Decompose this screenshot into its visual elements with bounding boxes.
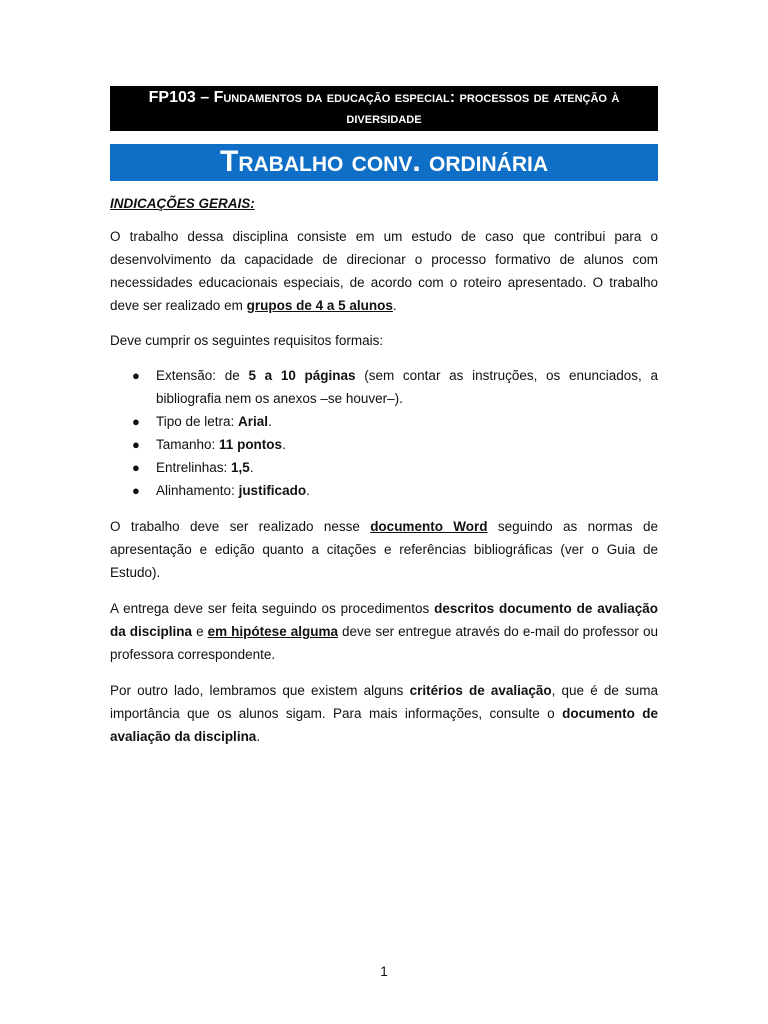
text-run: O trabalho deve ser realizado nesse	[110, 519, 371, 534]
text-run: O trabalho dessa disciplina consiste em um estudo de caso que contribui para o desenvolvimento da capacidade de direcionar o processo formativo de alunos com necessidades educacionais especiais, de acordo com o roteiro apresentado. O trabalho deve ser realizado em	[110, 229, 658, 313]
requirement-label: Tipo de letra:	[156, 414, 239, 429]
document-page	[110, 86, 658, 748]
bold-run: documento de avaliação da disciplina	[110, 706, 658, 744]
list-item	[132, 433, 658, 456]
text-run: .	[256, 729, 261, 744]
text-run: .	[392, 298, 397, 313]
word-document-emphasis: documento Word	[370, 519, 488, 534]
bold-run: critérios de avaliação	[409, 683, 552, 698]
section-heading: INDICAÇÕES GERAIS:	[110, 196, 255, 211]
text-run: A entrega deve ser feita seguindo os procedimentos	[110, 601, 435, 616]
list-item	[132, 456, 658, 479]
no-email-emphasis: em hipótese alguma	[207, 624, 338, 639]
paragraph-evaluation-criteria	[110, 679, 658, 748]
bullet-icon: ●	[132, 460, 140, 475]
requirement-label: Extensão: de	[156, 368, 249, 383]
paragraph-requirements-intro: Deve cumprir os seguintes requisitos formais:	[110, 333, 384, 348]
document-title: Trabalho conv. ordinária	[110, 144, 658, 181]
list-item	[132, 479, 658, 502]
requirement-label: Tamanho:	[156, 437, 220, 452]
requirement-value: Arial	[238, 414, 269, 429]
course-header: FP103 – Fundamentos da educação especial: processos de atenção à diversidade	[110, 86, 658, 131]
text-run: Por outro lado, lembramos que existem alguns	[110, 683, 410, 698]
requirement-suffix: .	[268, 414, 272, 429]
list-item	[132, 364, 658, 410]
text-run: e	[192, 624, 208, 639]
group-size-emphasis: grupos de 4 a 5 alunos	[246, 298, 393, 313]
paragraph-delivery	[110, 597, 658, 666]
requirement-suffix: .	[306, 483, 310, 498]
requirement-value: justificado	[238, 483, 307, 498]
paragraph-intro	[110, 225, 658, 317]
text-run: deve ser entregue através do e-mail do professor ou professora correspondente.	[110, 624, 658, 662]
requirement-value: 11 pontos	[219, 437, 283, 452]
list-item	[132, 410, 658, 433]
requirement-label: Alinhamento:	[156, 483, 239, 498]
bullet-icon: ●	[132, 414, 140, 429]
requirement-value: 1,5	[231, 460, 250, 475]
requirement-suffix: .	[249, 460, 254, 475]
requirement-label: Entrelinhas:	[156, 460, 232, 475]
requirements-list	[110, 364, 658, 502]
requirement-suffix: .	[282, 437, 286, 452]
requirement-value: 5 a 10 páginas	[248, 368, 356, 383]
bold-run: descritos documento de avaliação da disciplina	[110, 601, 659, 639]
text-run: , que é de suma importância que os alunos sigam. Para mais informações, consulte o	[110, 683, 658, 721]
bullet-icon: ●	[132, 483, 140, 498]
paragraph-word-document	[110, 515, 658, 584]
text-run: seguindo as normas de apresentação e edição quanto a citações e referências bibliográficas (ver o Guia de Estudo).	[110, 519, 658, 580]
requirement-suffix: (sem contar as instruções, os enunciados, a bibliografia nem os anexos –se houver–).	[156, 368, 658, 406]
bullet-icon: ●	[132, 368, 140, 383]
page-number: 1	[380, 964, 388, 979]
bullet-icon: ●	[132, 437, 140, 452]
